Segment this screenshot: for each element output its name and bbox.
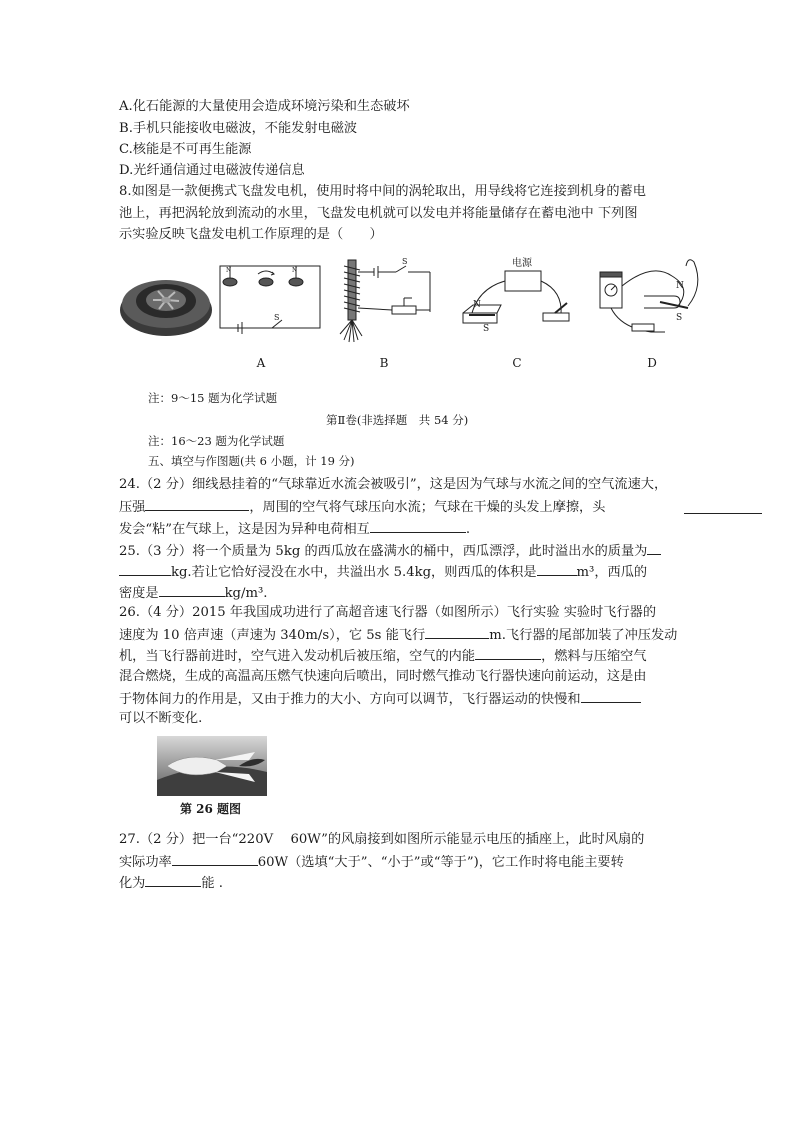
q25-line-2 (119, 561, 647, 584)
q26-blank-3[interactable] (581, 688, 641, 703)
q27-text-2b: 60W（选填“大于”、“小于”或“等于”)，它工作时将电能主要转 (257, 855, 624, 870)
disc-generator-photo (117, 270, 215, 340)
figure-c-power-label: 电源 (512, 258, 532, 269)
q7-option-c: C.核能是不可再生能源 (119, 142, 252, 157)
q7-option-b: B.手机只能接收电磁波，不能发射电磁波 (119, 121, 358, 136)
q26-text-3a: 机，当飞行器前进时，空气进入发动机后被压缩，空气的内能 (119, 649, 476, 664)
q25-blank-2[interactable] (537, 561, 577, 576)
note-chemistry-9-15: 注：9～15 题为化学试题 (148, 391, 278, 405)
q24-line-3 (119, 518, 470, 541)
q26-text-2b: m.飞行器的尾部加装了冲压发动 (489, 628, 678, 643)
q27-text-2a: 实际功率 (119, 855, 172, 870)
figure-label-b: B (379, 356, 389, 370)
q25-text-2: kg.若让它恰好浸没在水中，共溢出水 5.4kg，则西瓜的体积是 (171, 565, 537, 580)
figure-26-caption: 第 26 题图 (180, 802, 242, 816)
note-chemistry-16-23: 注：16～23 题为化学试题 (148, 434, 285, 448)
figure-d-induction-setup (596, 256, 708, 340)
q26-text-3b: ，燃料与压缩空气 (541, 649, 647, 664)
q24-blank-2[interactable] (684, 499, 762, 514)
q25-text-1: 25.（3 分）将一个质量为 5kg 的西瓜放在盛满水的桶中，西瓜漂浮，此时溢出水的质量为 (119, 544, 648, 559)
svg-text:S: S (402, 258, 408, 266)
q25-blank-1b[interactable] (119, 561, 171, 576)
q26-line-3 (119, 645, 647, 668)
q24-line-2 (119, 496, 605, 519)
q24-blank-1[interactable] (145, 496, 249, 511)
q26-line-6: 可以不断变化. (119, 711, 203, 726)
q8-line-2: 池上，再把涡轮放到流动的水里，飞盘发电机就可以发电并将能量储存在蓄电池中 下列图 (119, 206, 638, 221)
q25-text-3: m³，西瓜的 (576, 565, 648, 580)
q26-line-4: 混合燃烧，生成的高温高压燃气快速向后喷出，同时燃气推动飞行器快速向前运动，这是由 (119, 669, 647, 684)
q7-option-a: A.化石能源的大量使用会造成环境污染和生态破坏 (119, 99, 410, 114)
section-5-title: 五、填空与作图题(共 6 小题，计 19 分) (148, 454, 355, 468)
svg-text:N: N (676, 281, 684, 291)
svg-text:S: S (274, 313, 280, 322)
q26-blank-1[interactable] (425, 624, 489, 639)
q25-blank-3[interactable] (159, 582, 225, 597)
hypersonic-aircraft-photo (157, 736, 267, 796)
svg-text:S: S (483, 324, 490, 334)
q25-line-1 (119, 540, 661, 563)
figure-label-d: D (647, 356, 657, 370)
q24-blank-3[interactable] (370, 518, 466, 533)
q24-text-pressure: 压强 (119, 500, 146, 515)
section-2-title: 第Ⅱ卷(非选择题 共 54 分) (326, 413, 469, 427)
q26-text-2a: 速度为 10 倍声速（声速为 340m/s），它 5s 能飞行 (119, 628, 426, 643)
q8-line-3: 示实验反映飞盘发电机工作原理的是（ ） (119, 227, 383, 242)
q7-option-d: D.光纤通信通过电磁波传递信息 (119, 163, 305, 178)
q24-line-1: 24.（2 分）细线悬挂着的“气球靠近水流会被吸引”，这是因为气球与水流之间的空气流速大， (119, 477, 668, 492)
q26-line-1: 26.（4 分）2015 年我国成功进行了高超音速飞行器（如图所示）飞行实验 实验时飞行器的 (119, 605, 657, 620)
q27-text-3b: 能 . (201, 876, 223, 891)
svg-text:S: S (676, 313, 683, 323)
q8-line-1: 8.如图是一款便携式飞盘发电机，使用时将中间的涡轮取出，用导线将它连接到机身的蓄电 (119, 184, 646, 199)
q25-blank-1a[interactable] (647, 540, 661, 555)
q25-text-4: 密度是 (119, 586, 159, 601)
q24-text-hair: 发会“粘”在气球上，这是因为异种电荷相互 (119, 522, 370, 537)
q26-blank-2[interactable] (475, 645, 541, 660)
q24-text-mid: ，周围的空气将气球压向水流；气球在干燥的头发上摩擦，头 (249, 500, 606, 515)
q27-line-1: 27.（2 分）把一台“220V 60W”的风扇接到如图所示能显示电压的插座上，此时风扇的 (119, 832, 645, 847)
q27-text-3a: 化为 (119, 876, 146, 891)
svg-text:N: N (226, 267, 232, 274)
svg-text:N: N (292, 267, 298, 274)
figure-label-a: A (256, 356, 266, 370)
figure-label-c: C (512, 356, 522, 370)
figure-b-electromagnet (338, 258, 434, 344)
q27-line-3 (119, 872, 223, 895)
figure-a-circuit (214, 262, 324, 334)
q26-line-2 (119, 624, 677, 647)
q27-blank-1[interactable] (172, 851, 258, 866)
q26-text-5a: 于物体间力的作用是，又由于推力的大小、方向可以调节，飞行器运动的快慢和 (119, 692, 581, 707)
svg-text:N: N (473, 300, 481, 310)
q25-text-5: kg/m³. (224, 586, 268, 601)
q27-blank-2[interactable] (145, 872, 201, 887)
q27-line-2 (119, 851, 624, 874)
q24-text-end: . (465, 522, 471, 537)
